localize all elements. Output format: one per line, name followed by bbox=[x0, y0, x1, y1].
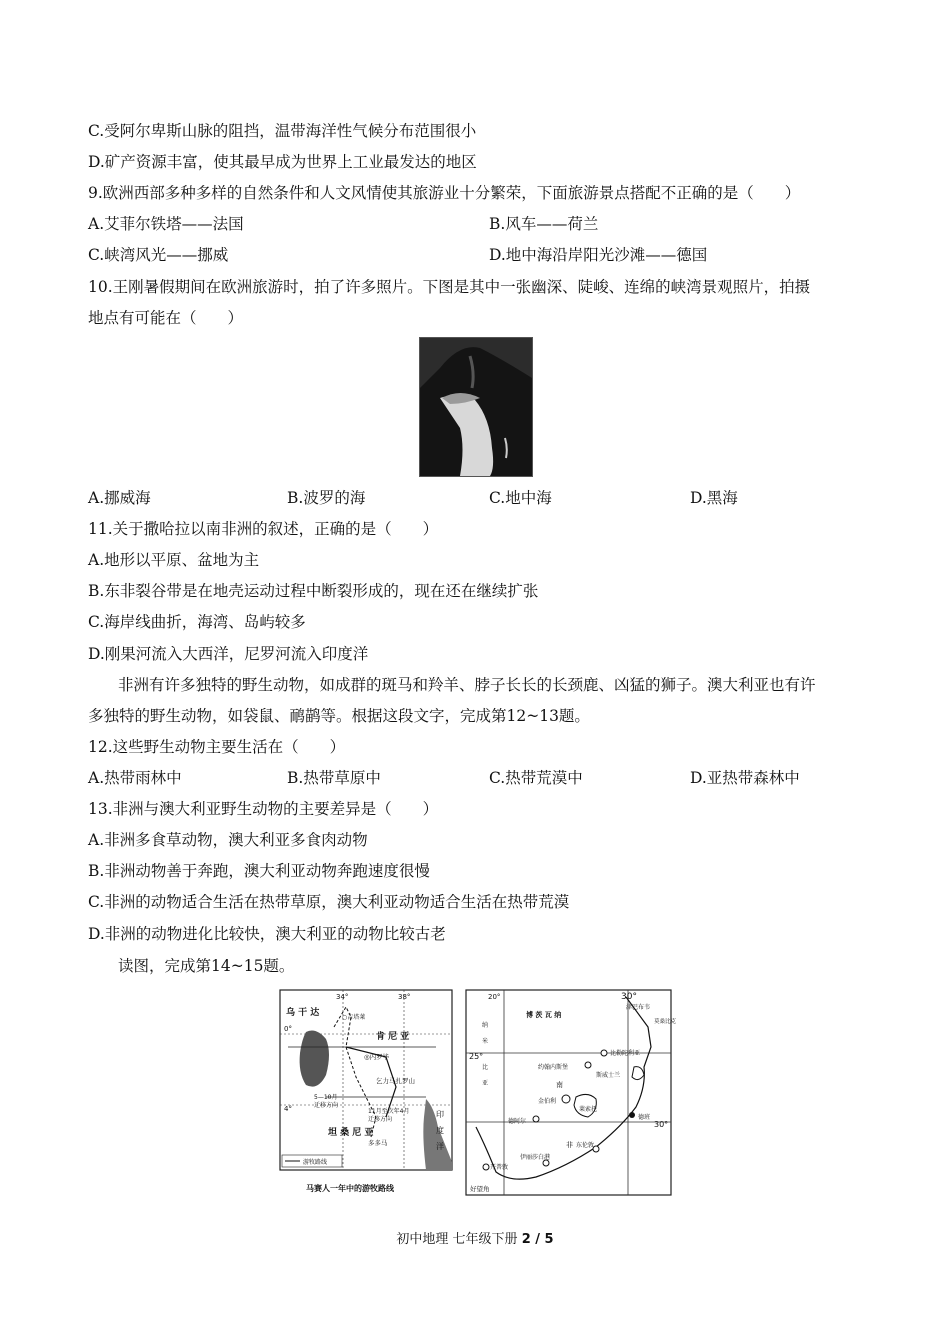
q10-option-b: B.波罗的海 bbox=[287, 489, 366, 507]
cape-town-label: 开普敦 bbox=[490, 1164, 509, 1171]
lat-0: 0° bbox=[284, 1025, 292, 1033]
r-lat-30: 30° bbox=[654, 1120, 669, 1129]
q13-option-a: A.非洲多食草动物，澳大利亚多食肉动物 bbox=[88, 831, 368, 849]
pretoria-label: 比勒陀利亚 bbox=[610, 1050, 641, 1057]
question-10-cont: 地点有可能在（ ） bbox=[88, 309, 244, 327]
q10-option-d: D.黑海 bbox=[690, 489, 738, 507]
question-12: 12.这些野生动物主要生活在（ ） bbox=[88, 738, 346, 756]
south-africa-map bbox=[466, 990, 676, 1195]
kitale-label: ○吉塔莱 bbox=[342, 1014, 366, 1021]
q9-option-c: C.峡湾风光——挪威 bbox=[88, 246, 229, 264]
map-figures bbox=[276, 987, 676, 1199]
q13-option-d: D.非洲的动物进化比较快，澳大利亚的动物比较古老 bbox=[88, 925, 446, 943]
question-11: 11.关于撒哈拉以南非洲的叙述，正确的是（ ） bbox=[88, 520, 439, 538]
page-footer bbox=[0, 1228, 950, 1247]
season1-dir: 迁移方向 bbox=[314, 1102, 339, 1109]
nairobi-label: ◎内罗毕 bbox=[364, 1053, 390, 1061]
de-aar-label: 德阿尔 bbox=[508, 1118, 527, 1125]
r-lon-20: 20° bbox=[488, 993, 501, 1001]
question-9: 9.欧洲西部多种多样的自然条件和人文风情使其旅游业十分繁荣，下面旅游景点搭配不正确的是（ ） bbox=[88, 184, 801, 202]
passage-line-2: 多独特的野生动物，如袋鼠、鸸鹋等。根据这段文字，完成第12~13题。 bbox=[88, 707, 590, 725]
dodoma-label: 多多马 bbox=[368, 1139, 388, 1147]
durban-label: 德班 bbox=[638, 1114, 651, 1121]
port-elizabeth-label: 伊丽莎白港 bbox=[520, 1154, 551, 1161]
kimberley-label: 金伯利 bbox=[538, 1098, 557, 1105]
q12-option-b: B.热带草原中 bbox=[287, 769, 381, 787]
ocean-1: 印 bbox=[436, 1110, 444, 1119]
botswana-label: 博 茨 瓦 纳 bbox=[526, 1011, 562, 1019]
ocean-2: 度 bbox=[436, 1126, 444, 1135]
q9-option-a: A.艾菲尔铁塔——法国 bbox=[88, 215, 244, 233]
fjord-photo bbox=[419, 337, 533, 477]
q10-option-a: A.挪威海 bbox=[88, 489, 151, 507]
legend-label: 游牧路线 bbox=[303, 1159, 328, 1166]
tanzania-label: 坦 桑 尼 亚 bbox=[328, 1128, 374, 1138]
fei-label: 非 bbox=[566, 1141, 573, 1149]
namibia-1: 纳 bbox=[482, 1022, 489, 1029]
r-lat-25: 25° bbox=[469, 1052, 484, 1061]
footer-subject: 初中地理 七年级下册 bbox=[396, 1232, 518, 1247]
q12-option-d: D.亚热带森林中 bbox=[690, 769, 800, 787]
lat-4: 4° bbox=[284, 1105, 292, 1113]
lon-38: 38° bbox=[398, 993, 411, 1001]
left-map-caption: 马赛人一年中的游牧路线 bbox=[306, 1184, 394, 1193]
kilimanjaro-label: 乞力马扎罗山 bbox=[376, 1077, 415, 1085]
ocean-3: 洋 bbox=[436, 1142, 444, 1151]
namibia-2: 米 bbox=[482, 1038, 489, 1045]
lesotho-label: 莱索托 bbox=[579, 1106, 598, 1113]
zimbabwe-label: 津巴布韦 bbox=[626, 1004, 651, 1011]
q9-option-d: D.地中海沿岸阳光沙滩——德国 bbox=[489, 246, 708, 264]
cape-good-hope-label: 好望角 bbox=[470, 1185, 490, 1193]
q12-option-c: C.热带荒漠中 bbox=[489, 769, 583, 787]
season2-label: 11月至次年4月 bbox=[368, 1108, 410, 1115]
namibia-4: 亚 bbox=[482, 1080, 489, 1087]
east-london-label: 东伦敦 bbox=[576, 1142, 595, 1149]
question-13: 13.非洲与澳大利亚野生动物的主要差异是（ ） bbox=[88, 800, 439, 818]
mozambique-label: 莫桑比克 bbox=[654, 1019, 676, 1025]
line-d-option: D.矿产资源丰富，使其最早成为世界上工业最发达的地区 bbox=[88, 153, 477, 171]
masai-map bbox=[276, 987, 461, 1199]
swaziland-label: 斯威士兰 bbox=[596, 1072, 621, 1079]
q11-option-d: D.刚果河流入大西洋，尼罗河流入印度洋 bbox=[88, 645, 369, 663]
q9-option-b: B.风车——荷兰 bbox=[489, 215, 599, 233]
line-c-option: C.受阿尔卑斯山脉的阻挡，温带海洋性气候分布范围很小 bbox=[88, 122, 477, 140]
q11-option-c: C.海岸线曲折，海湾、岛屿较多 bbox=[88, 613, 306, 631]
question-10: 10.王刚暑假期间在欧洲旅游时，拍了许多照片。下图是其中一张幽深、陡峻、连绵的峡湾景观照片，拍摄 bbox=[88, 278, 811, 296]
season1-label: 5—10月 bbox=[314, 1094, 338, 1101]
r-lon-30: 30° bbox=[621, 992, 637, 1002]
read-instruction: 读图，完成第14~15题。 bbox=[118, 957, 295, 975]
johannesburg-label: 约翰内斯堡 bbox=[538, 1064, 569, 1071]
namibia-3: 比 bbox=[482, 1064, 489, 1071]
season2-dir: 迁移方向 bbox=[368, 1116, 393, 1123]
footer-page-number: 2 / 5 bbox=[521, 1232, 554, 1247]
lon-34: 34° bbox=[336, 993, 349, 1001]
q13-option-b: B.非洲动物善于奔跑，澳大利亚动物奔跑速度很慢 bbox=[88, 862, 430, 880]
q13-option-c: C.非洲的动物适合生活在热带草原，澳大利亚动物适合生活在热带荒漠 bbox=[88, 893, 570, 911]
q12-option-a: A.热带雨林中 bbox=[88, 769, 182, 787]
kenya-label: 肯 尼 亚 bbox=[376, 1032, 410, 1042]
passage-line-1: 非洲有许多独特的野生动物，如成群的斑马和羚羊、脖子长长的长颈鹿、凶猛的狮子。澳大利亚也有许 bbox=[118, 676, 816, 694]
q11-option-b: B.东非裂谷带是在地壳运动过程中断裂形成的，现在还在继续扩张 bbox=[88, 582, 539, 600]
q11-option-a: A.地形以平原、盆地为主 bbox=[88, 551, 260, 569]
south-label: 南 bbox=[556, 1081, 563, 1089]
q10-option-c: C.地中海 bbox=[489, 489, 552, 507]
uganda-label: 乌 干 达 bbox=[286, 1008, 320, 1018]
